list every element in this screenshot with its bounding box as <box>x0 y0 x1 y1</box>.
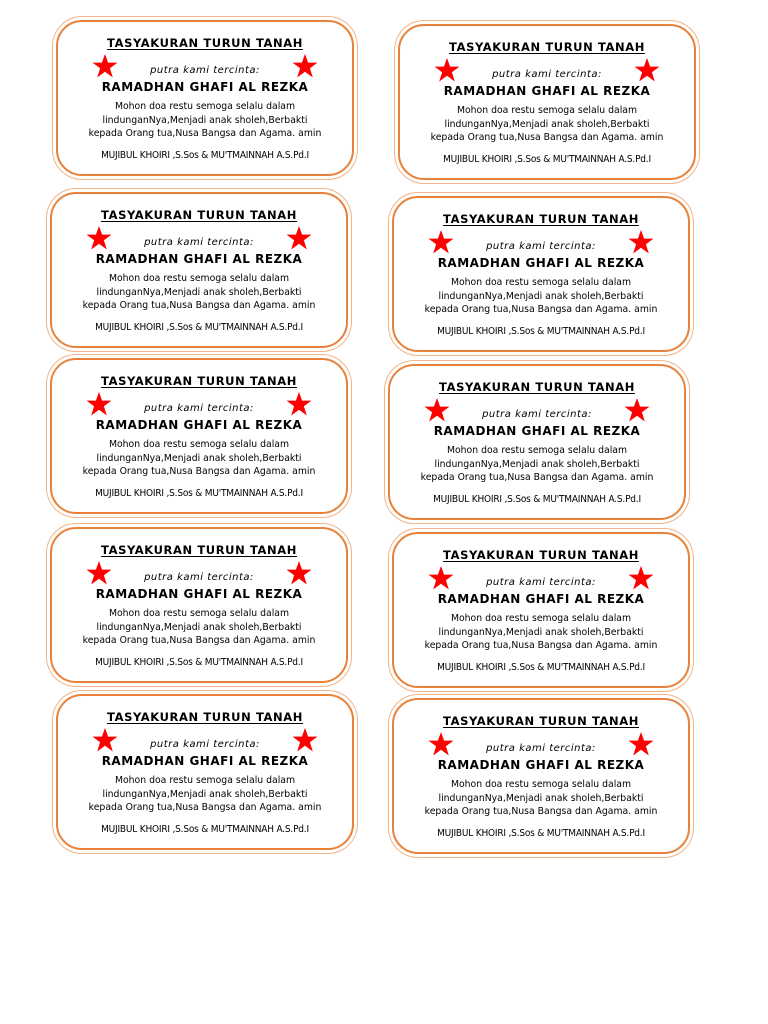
card-message <box>64 774 346 815</box>
card-subtitle: putra kami tercinta: <box>144 237 254 248</box>
parents-names: MUJIBUL KHOIRI ,S.Sos & MU'TMAINNAH A.S.Pd.I <box>433 494 641 505</box>
invitation-card <box>398 24 696 180</box>
message-line: Mohon doa restu semoga selalu dalam <box>108 439 290 450</box>
message-line: Mohon doa restu semoga selalu dalam <box>446 445 628 456</box>
invitation-card <box>392 196 690 352</box>
card-message <box>396 444 678 485</box>
card-title: TASYAKURAN TURUN TANAH <box>449 40 645 54</box>
message-line: lindunganNya,Menjadi anak sholeh,Berbakti <box>438 290 644 302</box>
card-title: TASYAKURAN TURUN TANAH <box>107 710 303 724</box>
message-line: Mohon doa restu semoga selalu dalam <box>114 101 296 112</box>
child-name: RAMADHAN GHAFI AL REZKA <box>101 754 309 768</box>
card-title: TASYAKURAN TURUN TANAH <box>101 374 297 388</box>
card-subtitle: putra kami tercinta: <box>486 577 596 588</box>
invitation-card <box>388 364 686 520</box>
child-name: RAMADHAN GHAFI AL REZKA <box>437 256 645 270</box>
message-line: lindunganNya,Menjadi anak sholeh,Berbakti <box>438 792 644 804</box>
card-message <box>406 104 688 145</box>
card-message <box>400 276 682 317</box>
message-line: Mohon doa restu semoga selalu dalam <box>450 779 632 790</box>
invitation-card <box>50 192 348 348</box>
card-message <box>58 438 340 479</box>
invitation-card <box>56 20 354 176</box>
invitation-card <box>50 527 348 683</box>
card-title: TASYAKURAN TURUN TANAH <box>101 543 297 557</box>
message-line: Mohon doa restu semoga selalu dalam <box>450 277 632 288</box>
card-subtitle: putra kami tercinta: <box>144 572 254 583</box>
parents-names: MUJIBUL KHOIRI ,S.Sos & MU'TMAINNAH A.S.Pd.I <box>95 488 303 499</box>
child-name: RAMADHAN GHAFI AL REZKA <box>101 80 309 94</box>
invitation-card <box>392 532 690 688</box>
message-line: lindunganNya,Menjadi anak sholeh,Berbakti <box>102 788 308 800</box>
parents-names: MUJIBUL KHOIRI ,S.Sos & MU'TMAINNAH A.S.Pd.I <box>437 326 645 337</box>
message-line: kepada Orang tua,Nusa Bangsa dan Agama. amin <box>82 466 316 477</box>
message-line: kepada Orang tua,Nusa Bangsa dan Agama. amin <box>424 806 658 817</box>
card-message <box>64 100 346 141</box>
card-subtitle: putra kami tercinta: <box>150 739 260 750</box>
message-line: kepada Orang tua,Nusa Bangsa dan Agama. amin <box>424 304 658 315</box>
card-subtitle: putra kami tercinta: <box>492 69 602 80</box>
card-subtitle: putra kami tercinta: <box>150 65 260 76</box>
child-name: RAMADHAN GHAFI AL REZKA <box>443 84 651 98</box>
message-line: Mohon doa restu semoga selalu dalam <box>108 273 290 284</box>
invitation-card <box>50 358 348 514</box>
message-line: kepada Orang tua,Nusa Bangsa dan Agama. amin <box>420 472 654 483</box>
parents-names: MUJIBUL KHOIRI ,S.Sos & MU'TMAINNAH A.S.Pd.I <box>95 657 303 668</box>
parents-names: MUJIBUL KHOIRI ,S.Sos & MU'TMAINNAH A.S.Pd.I <box>101 824 309 835</box>
message-line: Mohon doa restu semoga selalu dalam <box>114 775 296 786</box>
card-subtitle: putra kami tercinta: <box>486 743 596 754</box>
message-line: kepada Orang tua,Nusa Bangsa dan Agama. amin <box>82 635 316 646</box>
card-title: TASYAKURAN TURUN TANAH <box>439 380 635 394</box>
invitation-card <box>392 698 690 854</box>
card-subtitle: putra kami tercinta: <box>144 403 254 414</box>
card-subtitle: putra kami tercinta: <box>482 409 592 420</box>
invitation-card <box>56 694 354 850</box>
card-title: TASYAKURAN TURUN TANAH <box>443 714 639 728</box>
message-line: lindunganNya,Menjadi anak sholeh,Berbakti <box>434 458 640 470</box>
message-line: Mohon doa restu semoga selalu dalam <box>108 608 290 619</box>
message-line: kepada Orang tua,Nusa Bangsa dan Agama. amin <box>430 132 664 143</box>
message-line: lindunganNya,Menjadi anak sholeh,Berbakti <box>102 114 308 126</box>
card-title: TASYAKURAN TURUN TANAH <box>107 36 303 50</box>
message-line: kepada Orang tua,Nusa Bangsa dan Agama. amin <box>424 640 658 651</box>
parents-names: MUJIBUL KHOIRI ,S.Sos & MU'TMAINNAH A.S.Pd.I <box>95 322 303 333</box>
parents-names: MUJIBUL KHOIRI ,S.Sos & MU'TMAINNAH A.S.Pd.I <box>437 828 645 839</box>
child-name: RAMADHAN GHAFI AL REZKA <box>437 758 645 772</box>
parents-names: MUJIBUL KHOIRI ,S.Sos & MU'TMAINNAH A.S.Pd.I <box>437 662 645 673</box>
message-line: lindunganNya,Menjadi anak sholeh,Berbakti <box>438 626 644 638</box>
message-line: Mohon doa restu semoga selalu dalam <box>450 613 632 624</box>
card-message <box>58 272 340 313</box>
card-title: TASYAKURAN TURUN TANAH <box>101 208 297 222</box>
message-line: kepada Orang tua,Nusa Bangsa dan Agama. amin <box>82 300 316 311</box>
card-title: TASYAKURAN TURUN TANAH <box>443 548 639 562</box>
card-message <box>400 612 682 653</box>
message-line: lindunganNya,Menjadi anak sholeh,Berbakti <box>444 118 650 130</box>
child-name: RAMADHAN GHAFI AL REZKA <box>95 252 303 266</box>
message-line: lindunganNya,Menjadi anak sholeh,Berbakti <box>96 286 302 298</box>
message-line: Mohon doa restu semoga selalu dalam <box>456 105 638 116</box>
card-subtitle: putra kami tercinta: <box>486 241 596 252</box>
message-line: lindunganNya,Menjadi anak sholeh,Berbakti <box>96 452 302 464</box>
card-message <box>58 607 340 648</box>
child-name: RAMADHAN GHAFI AL REZKA <box>437 592 645 606</box>
parents-names: MUJIBUL KHOIRI ,S.Sos & MU'TMAINNAH A.S.Pd.I <box>443 154 651 165</box>
card-title: TASYAKURAN TURUN TANAH <box>443 212 639 226</box>
message-line: lindunganNya,Menjadi anak sholeh,Berbakti <box>96 621 302 633</box>
card-message <box>400 778 682 819</box>
message-line: kepada Orang tua,Nusa Bangsa dan Agama. amin <box>88 802 322 813</box>
child-name: RAMADHAN GHAFI AL REZKA <box>95 587 303 601</box>
child-name: RAMADHAN GHAFI AL REZKA <box>433 424 641 438</box>
parents-names: MUJIBUL KHOIRI ,S.Sos & MU'TMAINNAH A.S.Pd.I <box>101 150 309 161</box>
message-line: kepada Orang tua,Nusa Bangsa dan Agama. amin <box>88 128 322 139</box>
child-name: RAMADHAN GHAFI AL REZKA <box>95 418 303 432</box>
